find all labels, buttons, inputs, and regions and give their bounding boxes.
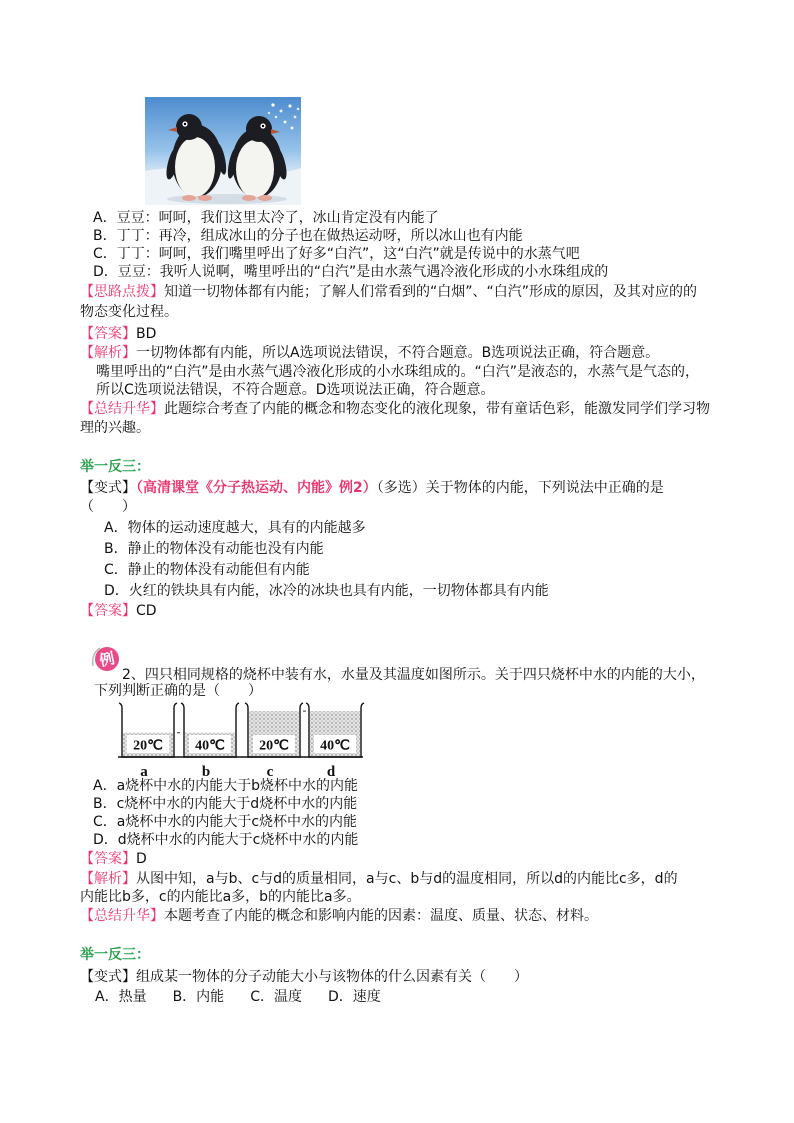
answer-value: D	[136, 851, 147, 867]
example1-analysis-cont-2: 所以C选项说法错误，不符合题意。D选项说法正确，符合题意。	[96, 382, 495, 398]
analysis-label: 【解析】	[80, 345, 136, 361]
example-badge	[90, 644, 122, 674]
beaker-letter-d: d	[326, 764, 336, 780]
practice1-option-a: A．物体的运动速度越大，具有的内能越多	[104, 520, 366, 536]
example1-answer	[80, 325, 156, 343]
answer-value: BD	[136, 326, 157, 342]
practice1-blank: （ ）	[80, 499, 136, 515]
temperature-label-b: 40℃	[195, 738, 225, 754]
example1-option-b: B．丁丁：再冷，组成冰山的分子也在做热运动呀，所以冰山也有内能	[93, 228, 523, 244]
example1-hint	[80, 283, 697, 301]
example2-option-b: B．c烧杯中水的内能大于d烧杯中水的内能	[93, 796, 358, 812]
practice2-heading: 举一反三：	[80, 947, 150, 963]
practice2-option-d: D．速度	[327, 989, 381, 1005]
example1-analysis	[80, 344, 659, 362]
example1-hint-cont: 物态变化过程。	[80, 304, 178, 320]
practice2-option-b: B．内能	[172, 989, 225, 1005]
temperature-label-c: 20℃	[259, 738, 289, 754]
example2-option-c: C．a烧杯中水的内能大于c烧杯中水的内能	[93, 814, 358, 830]
summary-text: 此题综合考查了内能的概念和物态变化的液化现象，带有童话色彩，能激发同学们学习物	[164, 401, 710, 417]
hint-label: 【思路点拨】	[80, 284, 164, 300]
practice1-option-c: C．静止的物体没有动能但有内能	[104, 562, 310, 578]
beaker-letter-c: c	[266, 764, 274, 780]
example2-summary	[80, 907, 598, 925]
example2-question: 2、四只相同规格的烧杯中装有水，水量及其温度如图所示。关于四只烧杯中水的内能的大小，	[122, 667, 705, 683]
practice2-option-c: C．温度	[250, 989, 302, 1005]
example2-analysis-cont: 内能比b多，c的内能比a多，b的内能比a多。	[80, 889, 361, 905]
practice2-option-a: A．热量	[95, 989, 147, 1005]
example2-option-d: D．d烧杯中水的内能大于c烧杯中水的内能	[93, 832, 359, 848]
variant-label: 【变式】	[80, 480, 136, 496]
analysis-text: 从图中知，a与b、c与d的质量相同，a与c、b与d的温度相同，所以d的内能比c多，d的	[136, 871, 678, 887]
practice2-variant	[80, 968, 528, 986]
example2-analysis	[80, 870, 678, 888]
practice1-heading: 举一反三：	[80, 459, 150, 475]
variant-text: （多选）关于物体的内能，下列说法中正确的是	[376, 480, 664, 496]
example1-analysis-cont-1: 嘴里呼出的“白汽”是由水蒸气遇冷液化形成的小水珠组成的。“白汽”是液态的，水蒸气是气态的，	[96, 364, 700, 380]
example2-question-cont: 下列判断正确的是（ ）	[94, 683, 262, 699]
example1-option-d: D．豆豆：我听人说啊，嘴里呼出的“白汽”是由水蒸气遇冷液化形成的小水珠组成的	[93, 264, 609, 280]
hint-text: 知道一切物体都有内能；了解人们常看到的“白烟”、“白汽”形成的原因，及其对应的的	[164, 284, 698, 300]
beaker-letter-a: a	[140, 764, 148, 780]
answer-label: 【答案】	[80, 603, 136, 619]
temperature-label-d: 40℃	[320, 738, 350, 754]
penguin-photo	[145, 97, 301, 205]
example2-answer	[80, 850, 147, 868]
summary-label: 【总结升华】	[80, 401, 164, 417]
answer-value: CD	[136, 603, 157, 619]
variant-source: （高清课堂《分子热运动、内能》例2）	[136, 480, 377, 496]
example2-option-a: A．a烧杯中水的内能大于b烧杯中水的内能	[93, 778, 359, 794]
example1-option-c: C．丁丁：呵呵，我们嘴里呼出了好多“白汽”，这“白汽”就是传说中的水蒸气吧	[93, 246, 580, 262]
practice1-variant	[80, 479, 664, 497]
practice1-option-d: D．火红的铁块具有内能，冰冷的冰块也具有内能，一切物体都具有内能	[104, 583, 549, 599]
example1-summary-cont: 理的兴趣。	[80, 420, 150, 436]
analysis-text: 一切物体都有内能，所以A选项说法错误，不符合题意。B选项说法正确，符合题意。	[136, 345, 660, 361]
beaker-letter-b: b	[201, 764, 211, 780]
practice1-option-b: B．静止的物体没有动能也没有内能	[104, 541, 324, 557]
variant-text: 组成某一物体的分子动能大小与该物体的什么因素有关（ ）	[136, 969, 528, 985]
temperature-label-a: 20℃	[133, 738, 163, 754]
example1-option-a: A．豆豆：呵呵，我们这里太冷了，冰山肯定没有内能了	[93, 210, 439, 226]
variant-label: 【变式】	[80, 969, 136, 985]
badge-text: 例	[97, 649, 117, 670]
analysis-label: 【解析】	[80, 871, 136, 887]
answer-label: 【答案】	[80, 326, 136, 342]
summary-text: 本题考查了内能的概念和影响内能的因素：温度、质量、状态、材料。	[164, 908, 598, 924]
summary-label: 【总结升华】	[80, 908, 164, 924]
practice2-options	[95, 988, 407, 1006]
example1-summary	[80, 400, 710, 418]
beaker-figure	[115, 698, 367, 780]
answer-label: 【答案】	[80, 851, 136, 867]
practice1-answer	[80, 602, 157, 620]
